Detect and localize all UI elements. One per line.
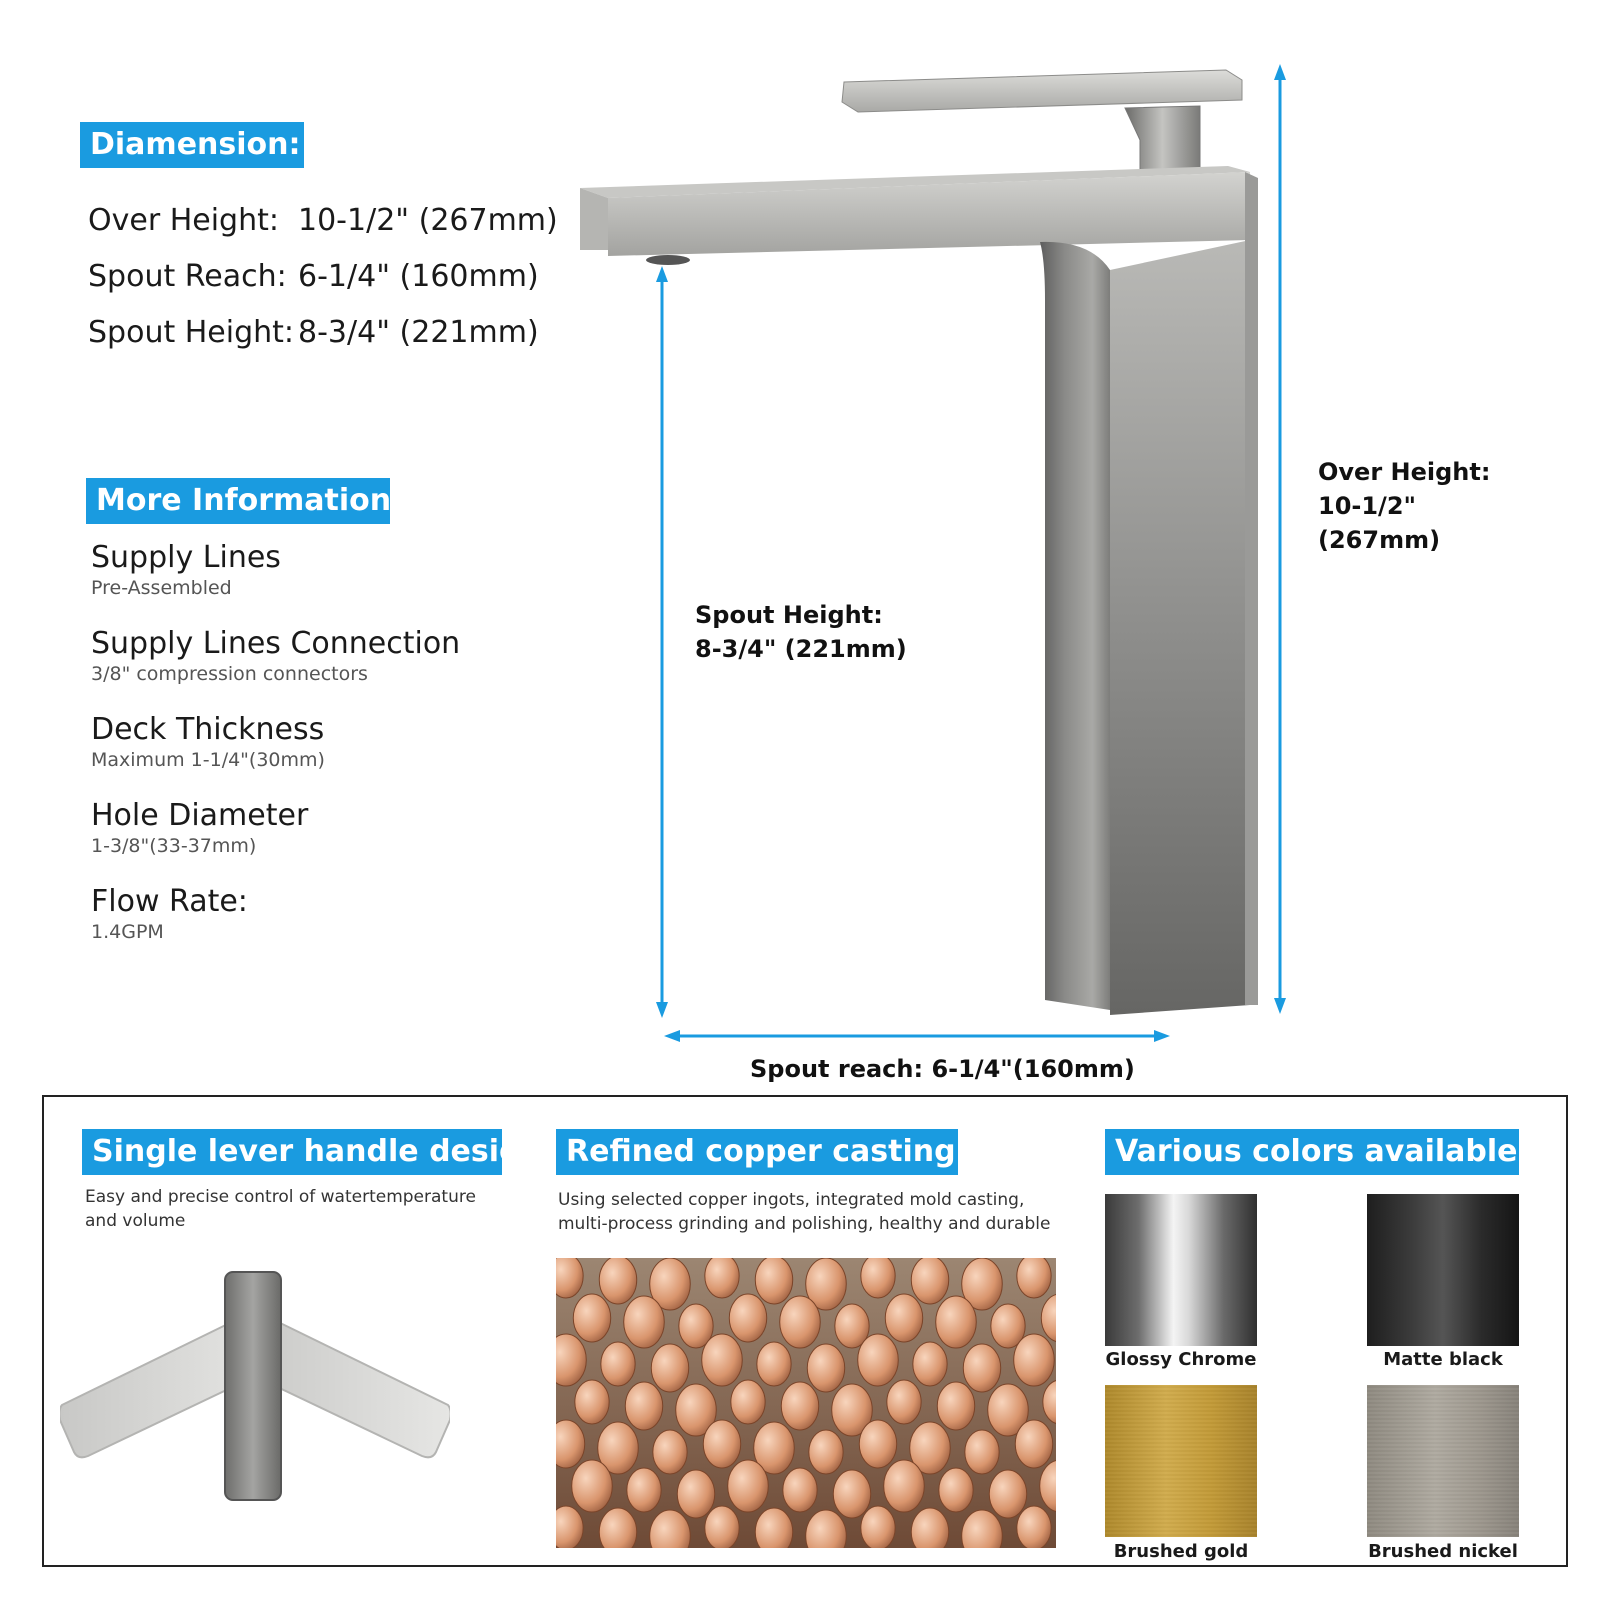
- copper-rod-end: [1017, 1506, 1051, 1548]
- copper-rod-end: [599, 1258, 636, 1304]
- aerator: [646, 255, 690, 265]
- copper-rod-end: [653, 1430, 687, 1474]
- annotation-line: Spout Height:: [695, 601, 883, 629]
- dimension-value: 6-1/4" (160mm): [298, 258, 539, 294]
- copper-rod-end: [625, 1382, 662, 1430]
- copper-rod-end: [963, 1344, 1000, 1392]
- annotation-line: 10-1/2": [1318, 492, 1417, 520]
- swatch-brushed-nickel[interactable]: [1367, 1385, 1519, 1537]
- faucet-body-side: [1110, 240, 1250, 1015]
- copper-rod-end: [809, 1430, 843, 1474]
- copper-rod-end: [572, 1460, 613, 1512]
- swatch-label: Brushed gold: [1113, 1541, 1249, 1562]
- copper-rod-end: [627, 1468, 661, 1512]
- annotation-line: (267mm): [1318, 526, 1441, 554]
- dimension-row-spout-reach: [88, 248, 558, 304]
- annotation-line: 8-3/4" (221mm): [695, 635, 907, 663]
- copper-rod-end: [913, 1342, 947, 1386]
- copper-rod-end: [731, 1380, 765, 1424]
- info-value: 1-3/8"(33-37mm): [91, 835, 257, 857]
- copper-rod-end: [939, 1468, 973, 1512]
- body-edge: [1245, 172, 1258, 1005]
- copper-rod-end: [965, 1430, 999, 1474]
- copper-rod-end: [729, 1294, 766, 1342]
- copper-rod-end: [624, 1296, 665, 1348]
- swatch-brushed-gold[interactable]: [1105, 1385, 1257, 1537]
- info-title: Supply Lines: [91, 540, 281, 575]
- info-value: Maximum 1-1/4"(30mm): [91, 749, 325, 771]
- copper-rod-end: [705, 1258, 739, 1298]
- copper-rod-end: [911, 1258, 948, 1304]
- copper-rod-end: [755, 1258, 792, 1304]
- info-title: Supply Lines Connection: [91, 626, 461, 661]
- info-item-supply-lines-connection: [91, 626, 460, 712]
- feature-title-colors: Various colors available: [1105, 1129, 1519, 1175]
- copper-rod-end: [861, 1258, 895, 1298]
- lever-center-position: [225, 1272, 281, 1500]
- spout-reach-dimension-line: [664, 1030, 1170, 1042]
- info-item-hole-diameter: [91, 798, 460, 884]
- feature-title-copper-casting: Refined copper casting: [556, 1129, 958, 1175]
- swatch-glossy-chrome[interactable]: [1105, 1194, 1257, 1346]
- copper-rod-end: [1015, 1420, 1052, 1468]
- info-item-supply-lines: [91, 540, 460, 626]
- spout-height-dimension-line: [656, 266, 668, 1018]
- copper-rod-end: [575, 1380, 609, 1424]
- feature-desc-copper-casting: Using selected copper ingots, integrated mold casting, multi-process grinding and polishing, healthy and durable: [558, 1190, 1051, 1234]
- copper-rod-end: [783, 1468, 817, 1512]
- copper-ingots-image: [556, 1258, 1056, 1548]
- dimension-value: 8-3/4" (221mm): [298, 314, 539, 350]
- more-information-heading: More Information: [86, 478, 390, 524]
- faucet-body: [1040, 242, 1110, 1010]
- over-height-dimension-line: [1274, 64, 1286, 1014]
- dimension-label: Over Height:: [88, 202, 279, 238]
- feature-title-single-lever: Single lever handle design: [82, 1129, 502, 1175]
- info-value: 1.4GPM: [91, 921, 164, 943]
- more-information-list: [91, 540, 460, 970]
- lever-rotation-illustration: [60, 1270, 450, 1505]
- spout: [580, 188, 608, 250]
- copper-rod-end: [861, 1506, 895, 1548]
- copper-rod-end: [702, 1334, 743, 1386]
- copper-rod-end: [677, 1470, 714, 1518]
- feature-desc-single-lever: Easy and precise control of watertemperature and volume: [85, 1187, 476, 1231]
- copper-rod-end: [1014, 1334, 1055, 1386]
- info-title: Flow Rate:: [91, 884, 248, 919]
- dimension-label: Spout Height:: [88, 314, 295, 350]
- copper-rod-end: [859, 1420, 896, 1468]
- copper-rod-end: [781, 1382, 818, 1430]
- handle-neck: [1125, 106, 1200, 172]
- info-title: Deck Thickness: [91, 712, 325, 747]
- dimension-label: Spout Reach:: [88, 258, 287, 294]
- over-height-annotation: [1318, 455, 1490, 557]
- copper-rod-end: [780, 1296, 821, 1348]
- swatch-label: Matte black: [1383, 1349, 1503, 1370]
- copper-rod-end: [858, 1334, 899, 1386]
- info-item-flow-rate: [91, 884, 460, 970]
- copper-rod-end: [989, 1470, 1026, 1518]
- copper-rod-end: [833, 1470, 870, 1518]
- copper-rod-end: [757, 1342, 791, 1386]
- dimension-value: 10-1/2" (267mm): [298, 202, 558, 238]
- copper-rod-end: [936, 1296, 977, 1348]
- copper-rod-end: [703, 1420, 740, 1468]
- copper-rod-end: [884, 1460, 925, 1512]
- copper-rod-end: [885, 1294, 922, 1342]
- spout-reach-annotation: Spout reach: 6-1/4"(160mm): [750, 1055, 1135, 1083]
- dimension-list: [88, 192, 558, 360]
- info-value: 3/8" compression connectors: [91, 663, 368, 685]
- dimension-row-over-height: [88, 192, 558, 248]
- copper-rod-end: [651, 1344, 688, 1392]
- copper-rod-end: [887, 1380, 921, 1424]
- copper-rod-end: [807, 1344, 844, 1392]
- annotation-line: Over Height:: [1318, 458, 1491, 486]
- copper-rod-end: [601, 1342, 635, 1386]
- faucet-illustration: [580, 60, 1310, 1050]
- copper-rod-end: [705, 1506, 739, 1548]
- copper-rod-end: [937, 1382, 974, 1430]
- info-value: Pre-Assembled: [91, 577, 232, 599]
- swatch-label: Brushed nickel: [1368, 1541, 1518, 1562]
- copper-rod-end: [1017, 1258, 1051, 1298]
- swatch-label: Glossy Chrome: [1105, 1349, 1257, 1370]
- lever-handle: [842, 70, 1242, 112]
- info-item-deck-thickness: [91, 712, 460, 798]
- info-title: Hole Diameter: [91, 798, 309, 833]
- copper-rod-end: [573, 1294, 610, 1342]
- swatch-matte-black[interactable]: [1367, 1194, 1519, 1346]
- copper-rod-end: [728, 1460, 769, 1512]
- spout-height-annotation: [695, 598, 907, 666]
- dimension-row-spout-height: [88, 304, 558, 360]
- dimension-heading: Diamension:: [80, 122, 304, 168]
